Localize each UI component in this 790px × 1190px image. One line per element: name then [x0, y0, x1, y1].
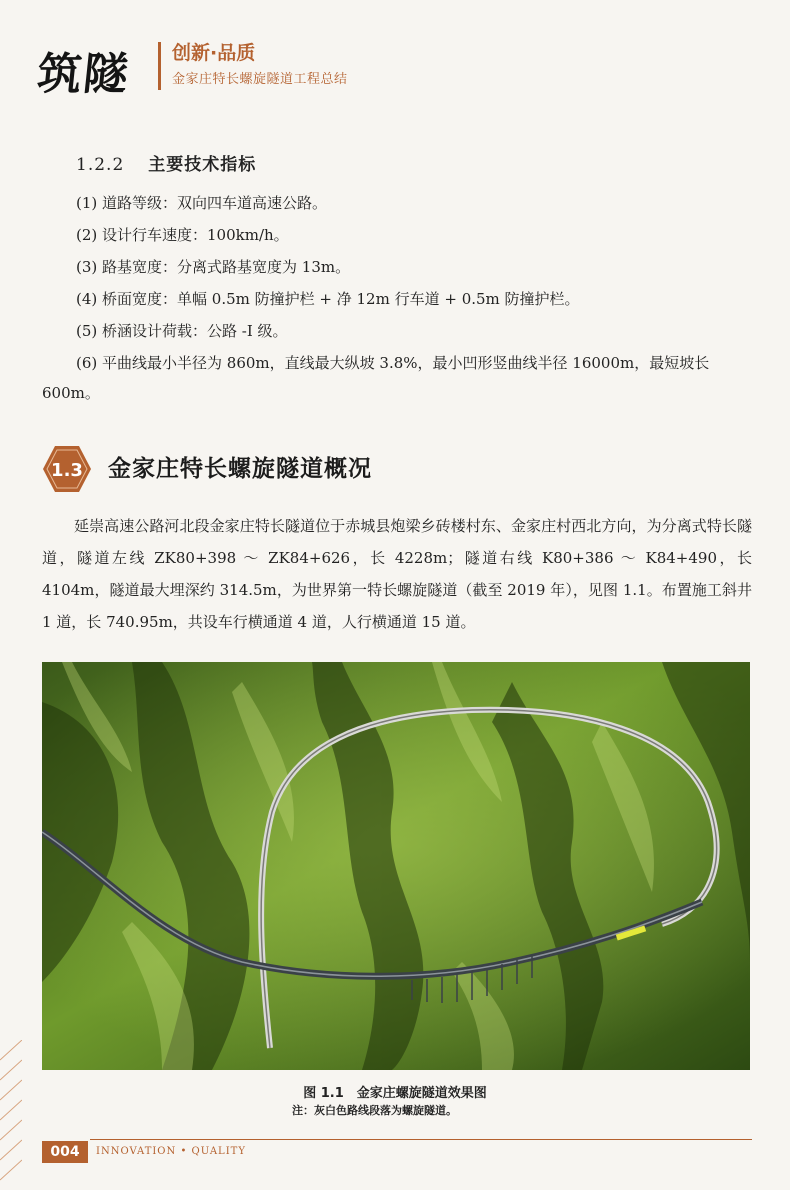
terrain-illustration: [42, 662, 750, 1070]
subsection-title: 主要技术指标: [148, 155, 257, 175]
header-subtitle: 金家庄特长螺旋隧道工程总结: [172, 72, 348, 87]
figure-note: 注：灰白色路线段落为螺旋隧道。: [292, 1104, 457, 1117]
decorative-stripes: [0, 1040, 22, 1190]
footer-tagline: INNOVATION • QUALITY: [96, 1146, 246, 1157]
page-header: [34, 34, 758, 100]
subsection-number: 1.2.2: [76, 155, 125, 175]
footer-rule: [90, 1139, 752, 1140]
spec-item: (4) 桥面宽度：单幅 0.5m 防撞护栏 + 净 12m 行车道 + 0.5m 防撞护栏。: [76, 290, 580, 308]
spec-item: (5) 桥涵设计荷载：公路 -I 级。: [76, 322, 288, 340]
section-number-badge: [42, 444, 92, 494]
subsection-heading: [76, 150, 256, 175]
spec-item: (2) 设计行车速度：100km/h。: [76, 226, 289, 244]
figure-caption: 图 1.1 金家庄螺旋隧道效果图: [303, 1086, 487, 1101]
spec-list: [76, 187, 752, 347]
tunnel-rendering-figure: [42, 662, 750, 1070]
page-number: 004: [42, 1141, 88, 1163]
section-title: 金家庄特长螺旋隧道概况: [108, 456, 372, 482]
header-title: 创新·品质: [172, 42, 256, 64]
spec-item: (1) 道路等级：双向四车道高速公路。: [76, 194, 328, 212]
spec-item: (3) 路基宽度：分离式路基宽度为 13m。: [76, 258, 351, 276]
book-logo: 筑隧: [34, 49, 133, 100]
body-paragraph: 延崇高速公路河北段金家庄特长隧道位于赤城县炮梁乡砖楼村东、金家庄村西北方向，为分离式特长隧道，隧道左线 ZK80+398 ～ ZK84+626，长 4228m；隧道右线 K80+386 ～ K84+490，长 4104m，隧道最大埋深约 314.5m，为世界第一特长螺旋隧道（截至 2019 年），见图 1.1。布置施工斜井 1 道，长 740.95m，共设车行横通道 4 道，人行横通道 15 道。: [42, 517, 752, 631]
section-number: 1.3: [51, 460, 83, 481]
header-divider: [158, 42, 161, 90]
spec-item-6: (6) 平曲线最小半径为 860m，直线最大纵坡 3.8%，最小凹形竖曲线半径 16000m，最短坡长 600m。: [42, 354, 710, 402]
